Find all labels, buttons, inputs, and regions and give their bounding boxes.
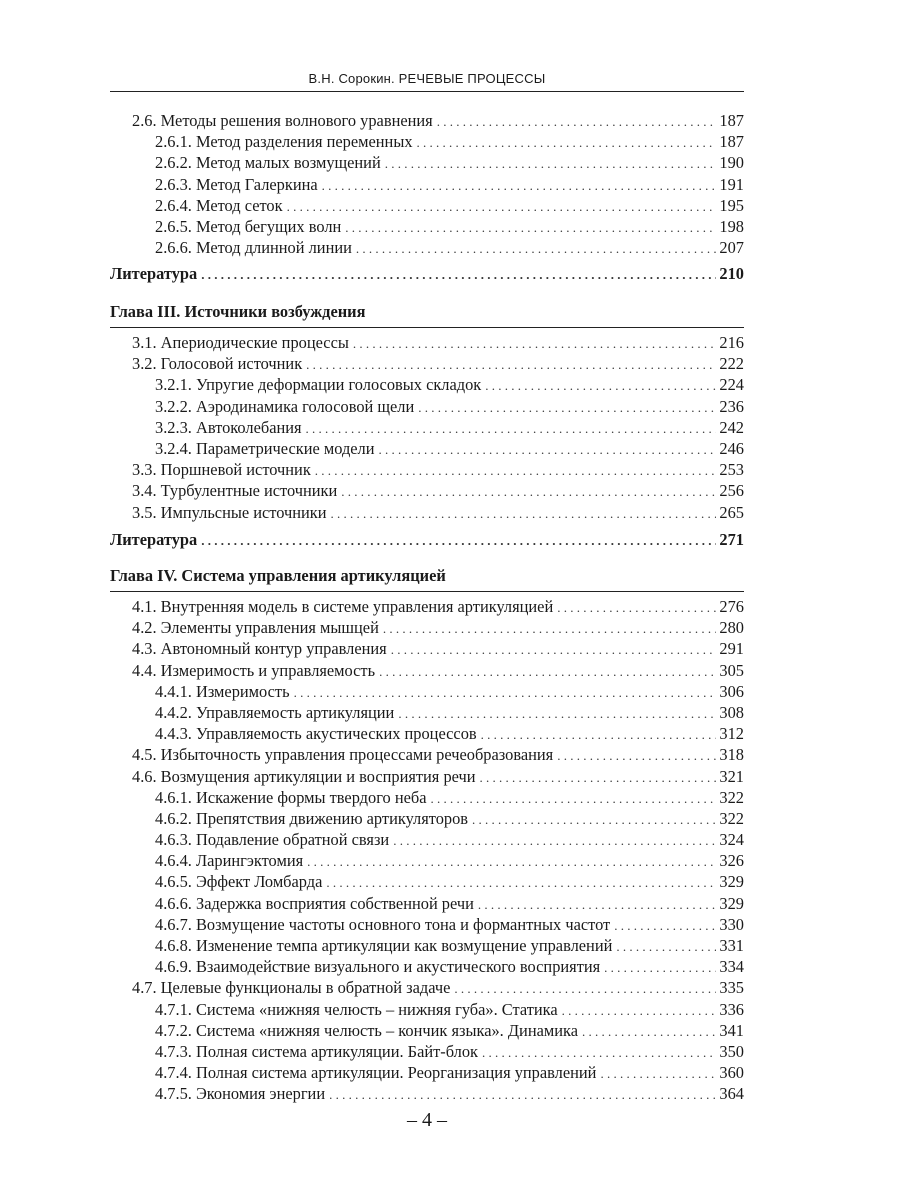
leader-dots [417, 132, 717, 153]
toc-entry-page: 216 [719, 333, 744, 352]
leader-dots [418, 397, 716, 418]
toc-entry-title: 4.6.9. Взаимодействие визуального и акустического восприятия [155, 957, 601, 977]
chapter-heading[interactable]: Глава IV. Система управления артикуляцией [110, 566, 446, 585]
toc-entry-page: 331 [719, 936, 744, 955]
leader-dots [383, 618, 717, 639]
toc-entry[interactable] [110, 502, 744, 523]
toc-entry-title: 4.1. Внутренняя модель в системе управления артикуляцией [132, 597, 554, 616]
toc-entry-title: Литература [110, 529, 198, 549]
toc-entry[interactable] [110, 374, 744, 395]
leader-dots [604, 957, 716, 978]
toc-entry-title: 4.4. Измеримость и управляемость [132, 660, 376, 680]
toc-entry[interactable] [110, 417, 744, 438]
toc-entry-title: 4.4.1. Измеримость [155, 681, 290, 701]
toc-entry-title: 3.5. Импульсные источники [132, 502, 327, 522]
toc-entry-page: 324 [719, 830, 744, 850]
toc-entry-page: 242 [719, 417, 744, 437]
toc-entry-page: 364 [719, 1084, 744, 1104]
leader-dots [481, 724, 717, 745]
chapter-3-section [110, 301, 744, 550]
toc-entry[interactable] [110, 956, 744, 977]
toc-entry-page: 326 [719, 851, 744, 871]
toc-entry-page: 329 [719, 872, 744, 892]
toc-entry-page: 280 [719, 618, 744, 638]
toc-entry[interactable] [110, 681, 744, 702]
toc-entry[interactable] [110, 438, 744, 459]
toc-entry-title: 4.6. Возмущения артикуляции и восприятия речи [132, 766, 476, 786]
leader-dots [391, 639, 717, 660]
toc-entry-page: 187 [719, 111, 744, 130]
toc-entry-title: 4.7.4. Полная система артикуляции. Реорганизация управлений [155, 1063, 597, 1083]
toc-entry-title: 2.6.3. Метод Галеркина [155, 174, 318, 194]
toc-entry-page: 256 [719, 481, 744, 501]
toc-entry-title: 3.4. Турбулентные источники [132, 481, 338, 501]
toc-entry[interactable] [110, 131, 744, 152]
toc-entry-page: 306 [719, 681, 744, 701]
toc-entry[interactable] [110, 480, 744, 501]
leader-dots [287, 196, 717, 217]
toc-entry-page: 276 [719, 597, 744, 616]
toc-entry-title: 3.1. Апериодические процессы [132, 333, 349, 352]
leader-dots [385, 153, 717, 174]
toc-entry[interactable] [110, 1083, 744, 1104]
toc-entry-title: 4.6.7. Возмущение частоты основного тона и формантных частот [155, 914, 611, 934]
leader-dots [562, 1000, 717, 1021]
toc-entry[interactable] [110, 999, 744, 1020]
toc-entry-page: 222 [719, 354, 744, 374]
toc-entry[interactable] [110, 596, 744, 617]
toc-entry-title: 4.6.3. Подавление обратной связи [155, 830, 390, 850]
running-header: В.Н. Сорокин. РЕЧЕВЫЕ ПРОЦЕССЫ [308, 71, 546, 86]
leader-dots [485, 375, 716, 396]
toc-entry-page: 265 [719, 502, 744, 522]
toc-entry[interactable] [110, 237, 744, 258]
toc-entry-title: 4.7. Целевые функционалы в обратной задаче [132, 978, 451, 998]
toc-entry-title: 4.3. Автономный контур управления [132, 639, 387, 659]
toc-entry[interactable] [110, 871, 744, 892]
leader-dots [294, 682, 717, 703]
toc-entry-page: 210 [719, 264, 744, 284]
toc-entry[interactable] [110, 808, 744, 829]
toc-entry-page: 341 [719, 1020, 744, 1040]
leader-dots [454, 978, 716, 999]
toc-entry-title: 4.6.1. Искажение формы твердого неба [155, 787, 427, 807]
toc-entry-title: 2.6.5. Метод бегущих волн [155, 216, 342, 236]
leader-dots [331, 503, 717, 524]
toc-entry-page: 291 [719, 639, 744, 659]
toc-entry-page: 191 [719, 174, 744, 194]
toc-entry-page: 198 [719, 216, 744, 236]
toc-entry-page: 190 [719, 153, 744, 173]
leader-dots [379, 439, 717, 460]
toc-entry[interactable] [110, 766, 744, 787]
toc-entry[interactable] [110, 110, 744, 131]
toc-entry-page: 207 [719, 238, 744, 258]
toc-entry-page: 335 [719, 978, 744, 998]
toc-entry-page: 329 [719, 893, 744, 913]
chapter-rule [110, 591, 744, 592]
chapter-rule [110, 327, 744, 328]
toc-entry-literature[interactable] [110, 529, 744, 550]
toc-entry[interactable] [110, 744, 744, 765]
toc-entry[interactable] [110, 1041, 744, 1062]
chapter-heading[interactable]: Глава III. Источники возбуждения [110, 302, 366, 321]
leader-dots [437, 111, 717, 132]
toc-entry-page: 336 [719, 999, 744, 1019]
toc-entry[interactable] [110, 787, 744, 808]
toc-entry-title: 4.6.5. Эффект Ломбарда [155, 872, 323, 892]
leader-dots [472, 809, 716, 830]
toc-entry[interactable] [110, 914, 744, 935]
toc-entry[interactable] [110, 152, 744, 173]
toc-entry[interactable] [110, 723, 744, 744]
leader-dots [345, 217, 716, 238]
toc-entry[interactable] [110, 702, 744, 723]
toc-entry-page: 360 [719, 1063, 744, 1083]
leader-dots [582, 1021, 716, 1042]
leader-dots [557, 597, 716, 618]
toc-entry[interactable] [110, 893, 744, 914]
toc-entry-page: 322 [719, 808, 744, 828]
toc-entry[interactable] [110, 1020, 744, 1041]
toc-entry-title: Литература [110, 264, 198, 284]
toc-entry[interactable] [110, 174, 744, 195]
toc-entry-title: 4.6.4. Ларингэктомия [155, 851, 304, 871]
header-rule [110, 91, 744, 92]
toc-entry-title: 3.2.2. Аэродинамика голосовой щели [155, 396, 415, 416]
leader-dots [480, 767, 717, 788]
toc-entry-page: 271 [719, 529, 744, 549]
leader-dots [431, 788, 717, 809]
toc-entry-title: 3.2.1. Упругие деформации голосовых складок [155, 375, 482, 395]
toc-entry-title: 4.7.5. Экономия энергии [155, 1084, 326, 1104]
toc-entry-title: 4.6.2. Препятствия движению артикуляторов [155, 808, 469, 828]
toc-entry-title: 4.4.3. Управляемость акустических процессов [155, 724, 477, 744]
toc-entry-page: 187 [719, 132, 744, 152]
toc-entry[interactable] [110, 459, 744, 480]
toc-entry-page: 236 [719, 396, 744, 416]
leader-dots [557, 745, 716, 766]
toc-entry[interactable] [110, 1062, 744, 1083]
toc-entry[interactable] [110, 332, 744, 353]
toc-entry-title: 2.6.6. Метод длинной линии [155, 238, 352, 258]
toc-entry-title: 4.6.6. Задержка восприятия собственной речи [155, 893, 474, 913]
leader-dots [393, 830, 716, 851]
toc-entry-page: 253 [719, 460, 744, 480]
toc-entry-title: 2.6.4. Метод сеток [155, 195, 283, 215]
toc-entry-page: 195 [719, 195, 744, 215]
page-number: – 4 – [407, 1109, 447, 1131]
toc-entry-page: 334 [719, 957, 744, 977]
leader-dots [322, 175, 717, 196]
toc-entry-title: 4.6.8. Изменение темпа артикуляции как возмущение управлений [155, 936, 613, 955]
toc-entry-title: 2.6. Методы решения волнового уравнения [132, 111, 433, 130]
toc-entry-page: 350 [719, 1041, 744, 1061]
toc-block-2-6 [110, 110, 744, 285]
leader-dots [353, 333, 717, 354]
toc-entry-title: 2.6.1. Метод разделения переменных [155, 132, 413, 152]
leader-dots [307, 851, 716, 872]
toc-entry-page: 305 [719, 660, 744, 680]
toc-entry[interactable] [110, 660, 744, 681]
toc-entry-title: 4.7.2. Система «нижняя челюсть – кончик языка». Динамика [155, 1020, 578, 1040]
toc-entry-page: 318 [719, 745, 744, 765]
toc-entry[interactable] [110, 195, 744, 216]
leader-dots [329, 1084, 716, 1105]
leader-dots [315, 460, 717, 481]
toc-entry-title: 3.2.4. Параметрические модели [155, 438, 375, 458]
toc-entry-title: 4.2. Элементы управления мышцей [132, 618, 379, 638]
leader-dots [614, 915, 716, 936]
leader-dots [306, 354, 716, 375]
toc-entry-title: 2.6.2. Метод малых возмущений [155, 153, 381, 173]
leader-dots [379, 661, 716, 682]
toc-entry-title: 3.2.3. Автоколебания [155, 417, 302, 437]
leader-dots [201, 530, 716, 551]
toc-entry-title: 3.3. Поршневой источник [132, 460, 311, 480]
leader-dots [398, 703, 716, 724]
leader-dots [356, 238, 717, 259]
toc-entry-title: 4.7.3. Полная система артикуляции. Байт-блок [155, 1041, 479, 1061]
toc-entry[interactable] [110, 638, 744, 659]
toc-entry-title: 3.2. Голосовой источник [132, 354, 303, 374]
leader-dots [478, 894, 717, 915]
toc-entry-page: 330 [719, 914, 744, 934]
leader-dots [201, 264, 716, 285]
toc-entry[interactable] [110, 396, 744, 417]
leader-dots [482, 1042, 716, 1063]
leader-dots [326, 872, 716, 893]
toc-entry-page: 246 [719, 438, 744, 458]
leader-dots [616, 936, 716, 957]
toc-entry-title: 4.4.2. Управляемость артикуляции [155, 702, 395, 722]
leader-dots [341, 481, 716, 502]
toc-entry-page: 312 [719, 724, 744, 744]
toc-entry[interactable] [110, 977, 744, 998]
chapter-4-section [110, 565, 744, 1105]
toc-entry-literature[interactable] [110, 263, 744, 284]
toc-entry[interactable] [110, 353, 744, 374]
leader-dots [600, 1063, 716, 1084]
leader-dots [306, 418, 717, 439]
toc-entry[interactable] [110, 617, 744, 638]
toc-entry-title: 4.5. Избыточность управления процессами речеобразования [132, 745, 554, 765]
toc-entry-title: 4.7.1. Система «нижняя челюсть – нижняя губа». Статика [155, 999, 558, 1019]
toc-entry[interactable] [110, 935, 744, 956]
toc-entry[interactable] [110, 216, 744, 237]
toc-entry[interactable] [110, 850, 744, 871]
toc-entry-page: 322 [719, 787, 744, 807]
toc-entry-page: 224 [719, 375, 744, 395]
toc-entry-page: 321 [719, 766, 744, 786]
toc-entry[interactable] [110, 829, 744, 850]
toc-entry-page: 308 [719, 702, 744, 722]
